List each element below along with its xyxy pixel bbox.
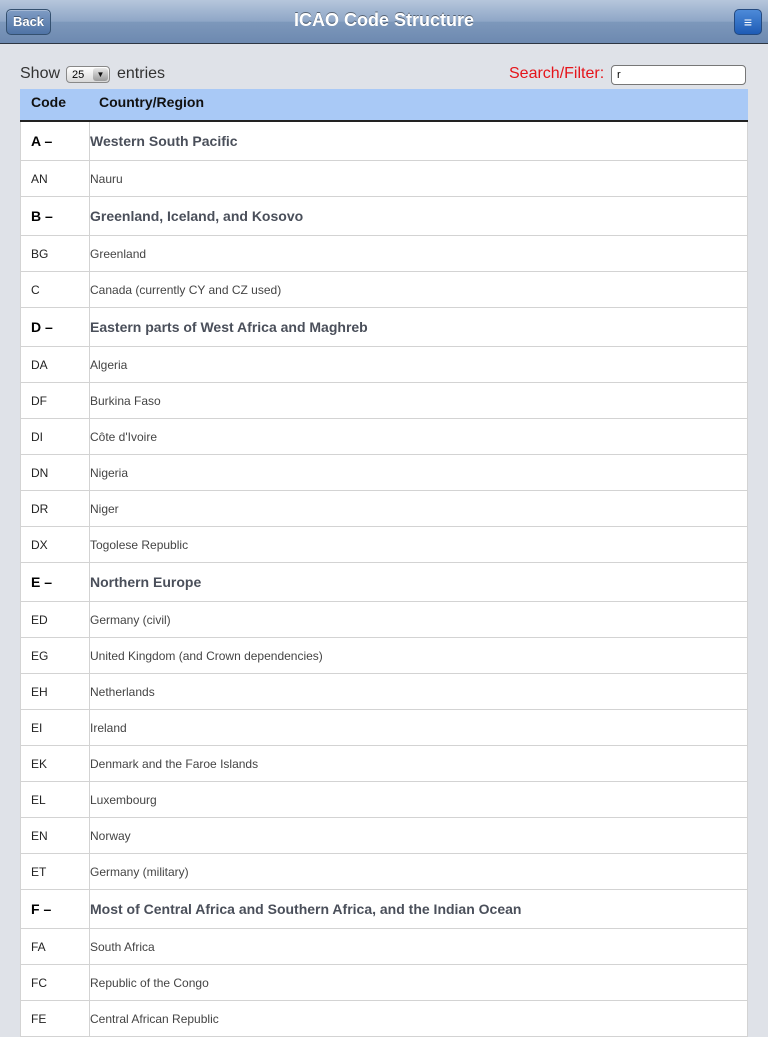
cell-code: DA <box>31 357 48 372</box>
table-row[interactable] <box>20 854 748 890</box>
cell-code: BG <box>31 246 49 261</box>
search-label: Search/Filter: <box>509 65 605 82</box>
table-row[interactable] <box>20 347 748 383</box>
chevron-down-icon: ▼ <box>93 68 108 81</box>
cell-country: Eastern parts of West Africa and Maghreb <box>90 319 368 335</box>
cell-country: Canada (currently CY and CZ used) <box>90 282 282 297</box>
icao-table <box>20 89 748 1037</box>
table-row[interactable] <box>20 965 748 1001</box>
cell-code: DI <box>31 429 43 444</box>
cell-code: E – <box>31 574 53 590</box>
cell-code: DX <box>31 537 48 552</box>
cell-country: Nauru <box>90 171 123 186</box>
cell-country: Niger <box>90 501 119 516</box>
menu-button[interactable] <box>734 9 762 35</box>
cell-code: FC <box>31 975 47 990</box>
cell-code: C <box>31 282 40 297</box>
cell-country: Western South Pacific <box>90 133 238 149</box>
cell-code: EH <box>31 684 48 699</box>
table-row[interactable] <box>20 236 748 272</box>
cell-country: South Africa <box>90 939 155 954</box>
table-row[interactable] <box>20 710 748 746</box>
group-row[interactable] <box>20 197 748 236</box>
table-row[interactable] <box>20 491 748 527</box>
cell-country: Togolese Republic <box>90 537 189 552</box>
cell-country: United Kingdom (and Crown dependencies) <box>90 648 323 663</box>
cell-code: D – <box>31 319 53 335</box>
cell-country: Côte d'Ivoire <box>90 429 157 444</box>
cell-code: AN <box>31 171 48 186</box>
cell-country: Germany (military) <box>90 864 189 879</box>
table-row[interactable] <box>20 818 748 854</box>
table-row[interactable] <box>20 455 748 491</box>
table-controls <box>20 62 748 88</box>
cell-country: Most of Central Africa and Southern Africa, and the Indian Ocean <box>90 901 522 917</box>
table-row[interactable] <box>20 383 748 419</box>
cell-code: B – <box>31 208 53 224</box>
cell-country: Germany (civil) <box>90 612 171 627</box>
cell-code: EK <box>31 756 48 771</box>
table-row[interactable] <box>20 272 748 308</box>
cell-code: DN <box>31 465 49 480</box>
cell-country: Northern Europe <box>90 574 202 590</box>
cell-code: A – <box>31 133 53 149</box>
cell-code: F – <box>31 901 52 917</box>
menu-icon: ≡ <box>743 14 753 30</box>
cell-country: Denmark and the Faroe Islands <box>90 756 259 771</box>
cell-code: EG <box>31 648 49 663</box>
group-row[interactable] <box>20 563 748 602</box>
group-row[interactable] <box>20 122 748 161</box>
table-row[interactable] <box>20 929 748 965</box>
table-row[interactable] <box>20 746 748 782</box>
table-row[interactable] <box>20 638 748 674</box>
page-size-select[interactable] <box>66 66 110 83</box>
cell-code: EL <box>31 792 46 807</box>
back-button[interactable]: Back <box>6 9 51 35</box>
cell-country: Netherlands <box>90 684 155 699</box>
table-row[interactable] <box>20 419 748 455</box>
column-header-code[interactable]: Code <box>31 94 66 110</box>
cell-country: Luxembourg <box>90 792 157 807</box>
cell-country: Greenland, Iceland, and Kosovo <box>90 208 304 224</box>
cell-code: ET <box>31 864 47 879</box>
cell-code: ED <box>31 612 48 627</box>
cell-country: Ireland <box>90 720 127 735</box>
cell-country: Burkina Faso <box>90 393 161 408</box>
table-row[interactable] <box>20 161 748 197</box>
table-row[interactable] <box>20 674 748 710</box>
cell-country: Algeria <box>90 357 128 372</box>
cell-country: Nigeria <box>90 465 129 480</box>
cell-code: FE <box>31 1011 47 1026</box>
cell-code: EN <box>31 828 48 843</box>
cell-code: DR <box>31 501 49 516</box>
entries-label: entries <box>117 65 166 82</box>
table-body <box>20 122 748 1037</box>
show-label: Show <box>20 65 61 82</box>
cell-code: DF <box>31 393 47 408</box>
cell-country: Greenland <box>90 246 147 261</box>
cell-country: Republic of the Congo <box>90 975 209 990</box>
table-row[interactable] <box>20 602 748 638</box>
table-row[interactable] <box>20 527 748 563</box>
group-row[interactable] <box>20 890 748 929</box>
table-row[interactable] <box>20 1001 748 1037</box>
table-row[interactable] <box>20 782 748 818</box>
cell-country: Norway <box>90 828 131 843</box>
cell-code: FA <box>31 939 46 954</box>
page-title: ICAO Code Structure <box>293 10 475 30</box>
group-row[interactable] <box>20 308 748 347</box>
column-header-country[interactable]: Country/Region <box>99 94 204 110</box>
page-size-value: 25 <box>72 69 85 81</box>
cell-country: Central African Republic <box>90 1011 219 1026</box>
navigation-bar <box>0 0 768 44</box>
table-header <box>20 89 748 122</box>
cell-code: EI <box>31 720 43 735</box>
search-input[interactable] <box>611 65 746 85</box>
